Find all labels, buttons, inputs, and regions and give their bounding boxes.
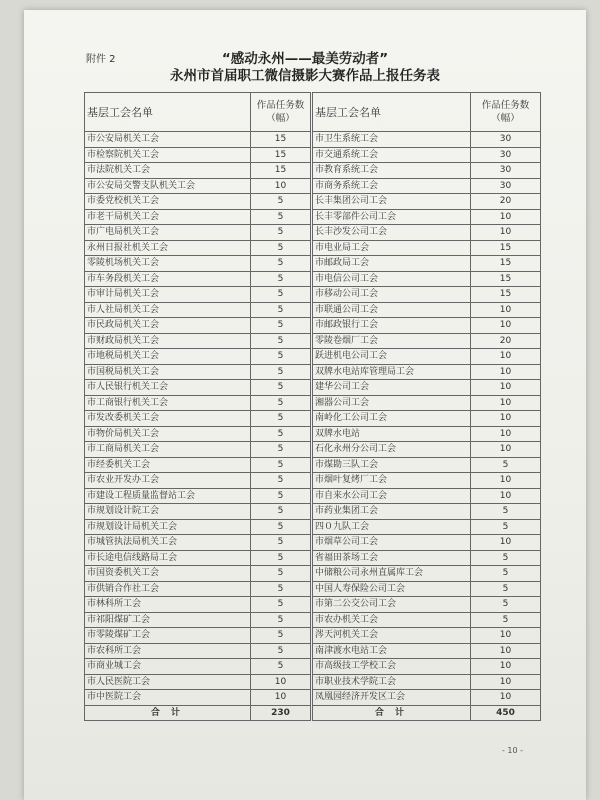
union-name-cell: 市规划设计院工会	[85, 504, 251, 520]
task-count-cell: 5	[251, 442, 311, 458]
union-name-cell: 永州日报社机关工会	[85, 240, 251, 256]
total-value: 450	[471, 705, 541, 721]
table-row	[85, 256, 311, 272]
table-row	[85, 395, 311, 411]
task-count-cell: 10	[251, 690, 311, 706]
table-row	[85, 302, 311, 318]
union-name-cell: 市人民医院工会	[85, 674, 251, 690]
union-name-cell: 市零陵煤矿工会	[85, 628, 251, 644]
task-count-cell: 10	[471, 690, 541, 706]
task-count-cell: 5	[471, 519, 541, 535]
table-row	[85, 380, 311, 396]
task-count-cell: 30	[471, 178, 541, 194]
right-task-table	[312, 92, 541, 721]
table-header-row	[85, 93, 311, 132]
union-name-cell: 市人社局机关工会	[85, 302, 251, 318]
union-name-cell: 市审计局机关工会	[85, 287, 251, 303]
task-count-cell: 10	[471, 225, 541, 241]
task-count-cell: 10	[471, 426, 541, 442]
table-row	[85, 550, 311, 566]
table-row	[85, 597, 311, 613]
table-row	[85, 147, 311, 163]
task-count-cell: 5	[251, 271, 311, 287]
union-name-cell: 市邮政银行工会	[313, 318, 471, 334]
table-row	[313, 287, 541, 303]
table-row	[85, 364, 311, 380]
table-row	[313, 240, 541, 256]
task-count-cell: 15	[471, 256, 541, 272]
union-name-cell: 市祁阳煤矿工会	[85, 612, 251, 628]
task-tables	[84, 92, 540, 740]
task-count-cell: 5	[471, 504, 541, 520]
union-name-cell: 市移动公司工会	[313, 287, 471, 303]
table-row	[313, 349, 541, 365]
table-row	[313, 178, 541, 194]
table-row	[313, 163, 541, 179]
task-count-cell: 10	[471, 380, 541, 396]
task-count-cell: 5	[251, 643, 311, 659]
union-name-cell: 市交通系统工会	[313, 147, 471, 163]
union-name-cell: 湘器公司工会	[313, 395, 471, 411]
table-row	[85, 240, 311, 256]
union-name-cell: 市建设工程质量监督站工会	[85, 488, 251, 504]
table-row	[313, 225, 541, 241]
task-count-cell: 5	[251, 597, 311, 613]
union-name-cell: 市工商局机关工会	[85, 442, 251, 458]
union-name-cell: 市电业局工会	[313, 240, 471, 256]
task-count-cell: 10	[471, 674, 541, 690]
table-row	[313, 132, 541, 148]
task-count-cell: 5	[471, 550, 541, 566]
task-count-cell: 5	[251, 225, 311, 241]
union-name-cell: 市卫生系统工会	[313, 132, 471, 148]
union-name-cell: 市煤勘三队工会	[313, 457, 471, 473]
union-name-cell: 市国税局机关工会	[85, 364, 251, 380]
union-name-cell: 市农科所工会	[85, 643, 251, 659]
table-row	[313, 659, 541, 675]
task-count-cell: 15	[251, 147, 311, 163]
union-name-cell: 市检察院机关工会	[85, 147, 251, 163]
union-name-cell: 跃进机电公司工会	[313, 349, 471, 365]
table-row	[85, 628, 311, 644]
task-count-cell: 10	[251, 674, 311, 690]
task-count-cell: 5	[251, 488, 311, 504]
union-name-cell: 长丰集团公司工会	[313, 194, 471, 210]
task-count-cell: 5	[471, 457, 541, 473]
union-name-cell: 市商业城工会	[85, 659, 251, 675]
task-count-cell: 5	[251, 240, 311, 256]
union-name-cell: 南岭化工公司工会	[313, 411, 471, 427]
union-name-cell: 市工商银行机关工会	[85, 395, 251, 411]
table-row	[313, 597, 541, 613]
table-row	[313, 442, 541, 458]
task-count-cell: 15	[251, 163, 311, 179]
total-row	[85, 705, 311, 721]
task-count-cell: 5	[251, 628, 311, 644]
union-name-cell: 市药业集团工会	[313, 504, 471, 520]
table-row	[85, 488, 311, 504]
union-name-cell: 市农业开发办工会	[85, 473, 251, 489]
union-name-cell: 市高级技工学校工会	[313, 659, 471, 675]
task-count-cell: 10	[471, 659, 541, 675]
task-count-cell: 10	[471, 488, 541, 504]
task-count-cell: 10	[471, 395, 541, 411]
attachment-label: 附件 2	[86, 54, 116, 65]
table-row	[313, 147, 541, 163]
table-row	[85, 519, 311, 535]
task-count-cell: 5	[251, 504, 311, 520]
union-name-cell: 长丰零部件公司工会	[313, 209, 471, 225]
task-count-cell: 10	[471, 209, 541, 225]
column-header-count: 作品任务数（幅）	[251, 93, 311, 132]
union-name-cell: 石化永州分公司工会	[313, 442, 471, 458]
table-row	[85, 411, 311, 427]
union-name-cell: 四０九队工会	[313, 519, 471, 535]
task-count-cell: 5	[251, 519, 311, 535]
union-name-cell: 市联通公司工会	[313, 302, 471, 318]
document-title-line-1: “感动永州——最美劳动者”	[221, 51, 389, 67]
table-row	[313, 566, 541, 582]
left-task-table	[84, 92, 311, 721]
union-name-cell: 市委党校机关工会	[85, 194, 251, 210]
union-name-cell: 市教育系统工会	[313, 163, 471, 179]
union-name-cell: 市民政局机关工会	[85, 318, 251, 334]
table-row	[85, 426, 311, 442]
page-number: - 10 -	[502, 746, 524, 755]
task-count-cell: 5	[251, 318, 311, 334]
table-row	[313, 504, 541, 520]
task-count-cell: 5	[251, 457, 311, 473]
union-name-cell: 市供销合作社工会	[85, 581, 251, 597]
table-row	[313, 643, 541, 659]
union-name-cell: 南津渡水电站工会	[313, 643, 471, 659]
union-name-cell: 市自来水公司工会	[313, 488, 471, 504]
union-name-cell: 市职业技术学院工会	[313, 674, 471, 690]
table-header-row	[313, 93, 541, 132]
task-count-cell: 5	[471, 612, 541, 628]
table-row	[313, 380, 541, 396]
union-name-cell: 市法院机关工会	[85, 163, 251, 179]
table-row	[85, 349, 311, 365]
union-name-cell: 市人民银行机关工会	[85, 380, 251, 396]
table-row	[313, 302, 541, 318]
table-row	[313, 333, 541, 349]
table-row	[85, 333, 311, 349]
union-name-cell: 市烟叶复烤厂工会	[313, 473, 471, 489]
union-name-cell: 市地税局机关工会	[85, 349, 251, 365]
document-page	[24, 10, 586, 800]
table-row	[313, 426, 541, 442]
table-row	[85, 535, 311, 551]
table-row	[313, 318, 541, 334]
union-name-cell: 零陵机场机关工会	[85, 256, 251, 272]
union-name-cell: 双牌水电站库管理局工会	[313, 364, 471, 380]
table-row	[313, 628, 541, 644]
union-name-cell: 省福田茶场工会	[313, 550, 471, 566]
table-row	[85, 163, 311, 179]
union-name-cell: 市车务段机关工会	[85, 271, 251, 287]
union-name-cell: 市公安局机关工会	[85, 132, 251, 148]
union-name-cell: 中国人寿保险公司工会	[313, 581, 471, 597]
task-count-cell: 5	[251, 349, 311, 365]
task-count-cell: 5	[251, 194, 311, 210]
table-row	[85, 271, 311, 287]
task-count-cell: 10	[471, 411, 541, 427]
union-name-cell: 市邮政局工会	[313, 256, 471, 272]
task-count-cell: 15	[471, 287, 541, 303]
task-count-cell: 10	[471, 364, 541, 380]
table-row	[313, 395, 541, 411]
table-row	[313, 256, 541, 272]
table-row	[313, 581, 541, 597]
table-row	[313, 535, 541, 551]
union-name-cell: 市中医院工会	[85, 690, 251, 706]
column-header-name: 基层工会名单	[313, 93, 471, 132]
union-name-cell: 双牌水电站	[313, 426, 471, 442]
task-count-cell: 5	[251, 395, 311, 411]
union-name-cell: 市第二公交公司工会	[313, 597, 471, 613]
task-count-cell: 20	[471, 333, 541, 349]
table-row	[313, 364, 541, 380]
table-row	[313, 271, 541, 287]
union-name-cell: 市发改委机关工会	[85, 411, 251, 427]
table-row	[85, 674, 311, 690]
table-row	[313, 457, 541, 473]
task-count-cell: 10	[471, 302, 541, 318]
table-row	[85, 287, 311, 303]
task-count-cell: 5	[251, 302, 311, 318]
task-count-cell: 5	[251, 473, 311, 489]
table-row	[85, 504, 311, 520]
task-count-cell: 5	[251, 566, 311, 582]
total-label: 合 计	[85, 705, 251, 721]
table-row	[85, 612, 311, 628]
task-count-cell: 5	[251, 256, 311, 272]
union-name-cell: 市规划设计局机关工会	[85, 519, 251, 535]
table-row	[85, 178, 311, 194]
task-count-cell: 30	[471, 147, 541, 163]
task-count-cell: 10	[471, 535, 541, 551]
union-name-cell: 市国资委机关工会	[85, 566, 251, 582]
task-count-cell: 5	[251, 364, 311, 380]
table-row	[85, 581, 311, 597]
column-header-name: 基层工会名单	[85, 93, 251, 132]
task-count-cell: 5	[251, 209, 311, 225]
task-count-cell: 10	[471, 349, 541, 365]
union-name-cell: 市广电局机关工会	[85, 225, 251, 241]
union-name-cell: 市城管执法局机关工会	[85, 535, 251, 551]
task-count-cell: 5	[251, 550, 311, 566]
task-count-cell: 30	[471, 132, 541, 148]
table-row	[313, 690, 541, 706]
task-count-cell: 15	[251, 132, 311, 148]
union-name-cell: 市烟草公司工会	[313, 535, 471, 551]
table-row	[313, 550, 541, 566]
task-count-cell: 10	[471, 442, 541, 458]
task-count-cell: 5	[251, 426, 311, 442]
union-name-cell: 市物价局机关工会	[85, 426, 251, 442]
union-name-cell: 市林科所工会	[85, 597, 251, 613]
total-label: 合 计	[313, 705, 471, 721]
task-count-cell: 5	[471, 597, 541, 613]
table-row	[85, 643, 311, 659]
document-title-line-2: 永州市首届职工微信摄影大赛作品上报任务表	[170, 68, 440, 84]
table-row	[313, 209, 541, 225]
union-name-cell: 建华公司工会	[313, 380, 471, 396]
union-name-cell: 涔天河机关工会	[313, 628, 471, 644]
task-count-cell: 5	[471, 566, 541, 582]
task-count-cell: 5	[251, 535, 311, 551]
table-row	[313, 674, 541, 690]
task-count-cell: 5	[251, 612, 311, 628]
task-count-cell: 5	[471, 581, 541, 597]
table-row	[85, 473, 311, 489]
union-name-cell: 市长途电信线路局工会	[85, 550, 251, 566]
task-count-cell: 15	[471, 240, 541, 256]
task-count-cell: 10	[471, 628, 541, 644]
union-name-cell: 市电信公司工会	[313, 271, 471, 287]
task-count-cell: 20	[471, 194, 541, 210]
union-name-cell: 市老干局机关工会	[85, 209, 251, 225]
union-name-cell: 中储粮公司永州直属库工会	[313, 566, 471, 582]
column-header-count: 作品任务数（幅）	[471, 93, 541, 132]
task-count-cell: 10	[471, 473, 541, 489]
union-name-cell: 市农办机关工会	[313, 612, 471, 628]
union-name-cell: 市财政局机关工会	[85, 333, 251, 349]
union-name-cell: 市经委机关工会	[85, 457, 251, 473]
union-name-cell: 市商务系统工会	[313, 178, 471, 194]
task-count-cell: 10	[251, 178, 311, 194]
table-row	[85, 318, 311, 334]
task-count-cell: 5	[251, 380, 311, 396]
table-row	[85, 442, 311, 458]
table-row	[313, 519, 541, 535]
table-row	[313, 488, 541, 504]
task-count-cell: 5	[251, 659, 311, 675]
union-name-cell: 凤凰园经济开发区工会	[313, 690, 471, 706]
task-count-cell: 5	[251, 581, 311, 597]
table-row	[85, 225, 311, 241]
table-row	[85, 132, 311, 148]
table-row	[313, 612, 541, 628]
table-row	[85, 457, 311, 473]
table-row	[85, 690, 311, 706]
table-row	[85, 194, 311, 210]
task-count-cell: 5	[251, 411, 311, 427]
task-count-cell: 30	[471, 163, 541, 179]
table-row	[85, 659, 311, 675]
union-name-cell: 市公安局交警支队机关工会	[85, 178, 251, 194]
task-count-cell: 5	[251, 287, 311, 303]
total-value: 230	[251, 705, 311, 721]
table-row	[313, 411, 541, 427]
task-count-cell: 10	[471, 318, 541, 334]
task-count-cell: 15	[471, 271, 541, 287]
task-count-cell: 10	[471, 643, 541, 659]
union-name-cell: 长丰沙发公司工会	[313, 225, 471, 241]
task-count-cell: 5	[251, 333, 311, 349]
table-row	[85, 209, 311, 225]
table-row	[313, 194, 541, 210]
table-row	[313, 473, 541, 489]
table-row	[85, 566, 311, 582]
union-name-cell: 零陵卷烟厂工会	[313, 333, 471, 349]
total-row	[313, 705, 541, 721]
